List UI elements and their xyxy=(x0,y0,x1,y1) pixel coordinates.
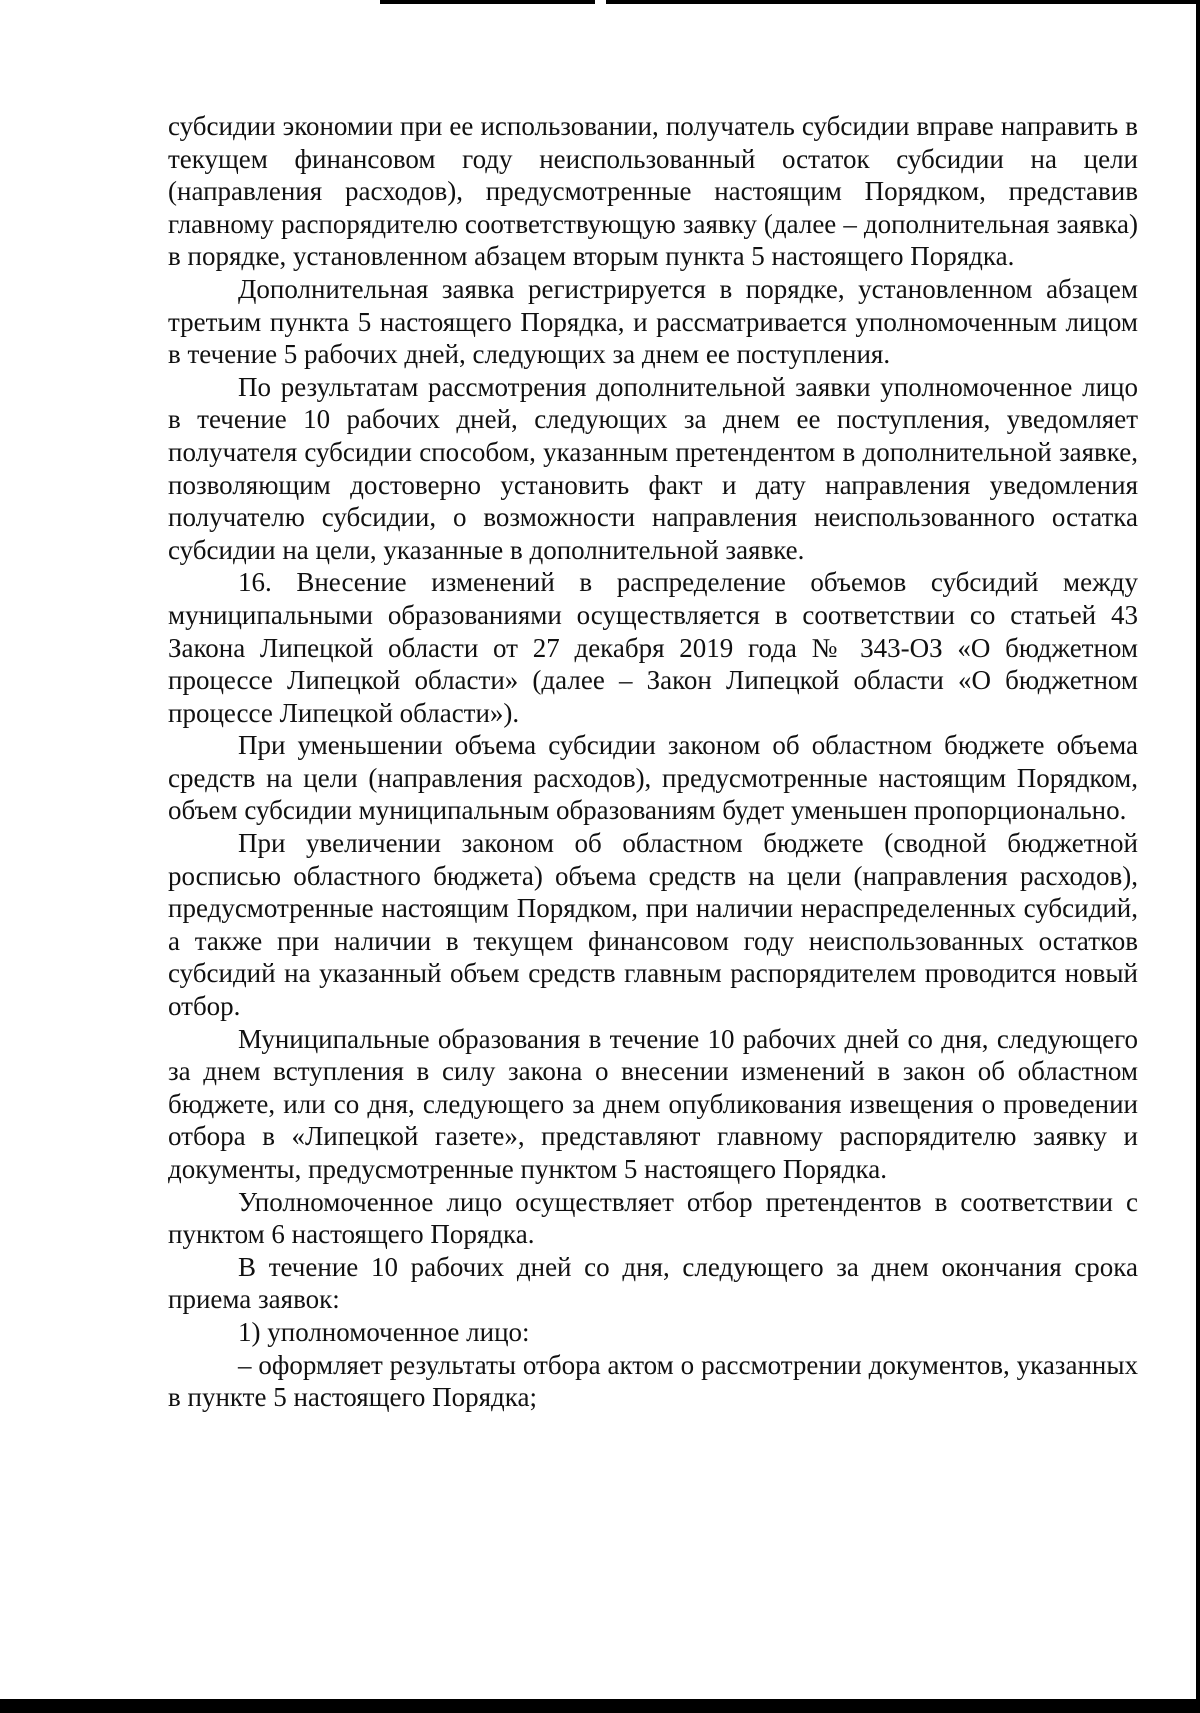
paragraph-subsidy-decrease: При уменьшении объема субсидии законом об областном бюджете объема средств на цели (направления расходов), предусмотренные настоящим Порядком, объем субсидии муниципальным образованиям будет уменьшен пропорционально. xyxy=(168,730,1138,826)
paragraph-subsidy-increase: При увеличении законом об областном бюджете (сводной бюджетной росписью областного бюджета) объема средств на цели (направления расходов), предусмотренные настоящим Порядком, при наличии нераспределенных субсидий, а также при наличии в текущем финансовом году неиспользованных остатков субсидий на указанный объем средств главным распорядителем проводится новый отбор. xyxy=(168,828,1138,1022)
paragraph-additional-application-registration: Дополнительная заявка регистрируется в порядке, установленном абзацем третьим пункта 5 настоящего Порядка, и рассматривается уполномоченным лицом в течение 5 рабочих дней, следующих за днем ее поступления. xyxy=(168,273,1138,370)
scan-border-top-right xyxy=(606,0,1200,4)
paragraph-selection: Уполномоченное лицо осуществляет отбор претендентов в соответствии с пунктом 6 настоящего Порядка. xyxy=(168,1186,1138,1250)
paragraph-within-10-days: В течение 10 рабочих дней со дня, следующего за днем окончания срока приема заявок: xyxy=(168,1251,1138,1315)
list-item-1: 1) уполномоченное лицо: xyxy=(238,1316,530,1347)
paragraph-municipalities-submit: Муниципальные образования в течение 10 рабочих дней со дня, следующего за днем вступления в силу закона о внесении изменений в закон об областном бюджете, или со дня, следующего за днем опубликования извещения о проведении отбора в «Липецкой газете», представляют главному распорядителю заявку и документы, предусмотренные пунктом 5 настоящего Порядка. xyxy=(168,1023,1138,1184)
paragraph-continuation: субсидии экономии при ее использовании, получатель субсидии вправе направить в текущем финансовом году неиспользованный остаток субсидии на цели (направления расходов), предусмотренные настоящим Порядком, представив главному распорядителю соответствующую заявку (далее – дополнительная заявка) в порядке, установленном абзацем вторым пункта 5 настоящего Порядка. xyxy=(168,111,1138,272)
scan-border-right xyxy=(1196,0,1200,1713)
paragraph-item-16: 16. Внесение изменений в распределение объемов субсидий между муниципальными образованиями осуществляется в соответствии со статьей 43 Закона Липецкой области от 27 декабря 2019 года № 343-ОЗ «О бюджетном процессе Липецкой области» (далее – Закон Липецкой области «О бюджетном процессе Липецкой области»). xyxy=(168,567,1138,728)
document-body xyxy=(168,110,1138,1414)
list-item-dash: – оформляет результаты отбора актом о рассмотрении документов, указанных в пункте 5 настоящего Порядка; xyxy=(168,1349,1138,1413)
scan-border-top-left xyxy=(380,0,595,4)
paragraph-review-results: По результатам рассмотрения дополнительной заявки уполномоченное лицо в течение 10 рабочих дней, следующих за днем ее поступления, уведомляет получателя субсидии способом, указанным претендентом в дополнительной заявке, позволяющим достоверно установить факт и дату направления уведомления получателю субсидии, о возможности направления неиспользованного остатка субсидии на цели, указанные в дополнительной заявке. xyxy=(168,371,1138,565)
scan-border-bottom xyxy=(0,1699,1200,1713)
